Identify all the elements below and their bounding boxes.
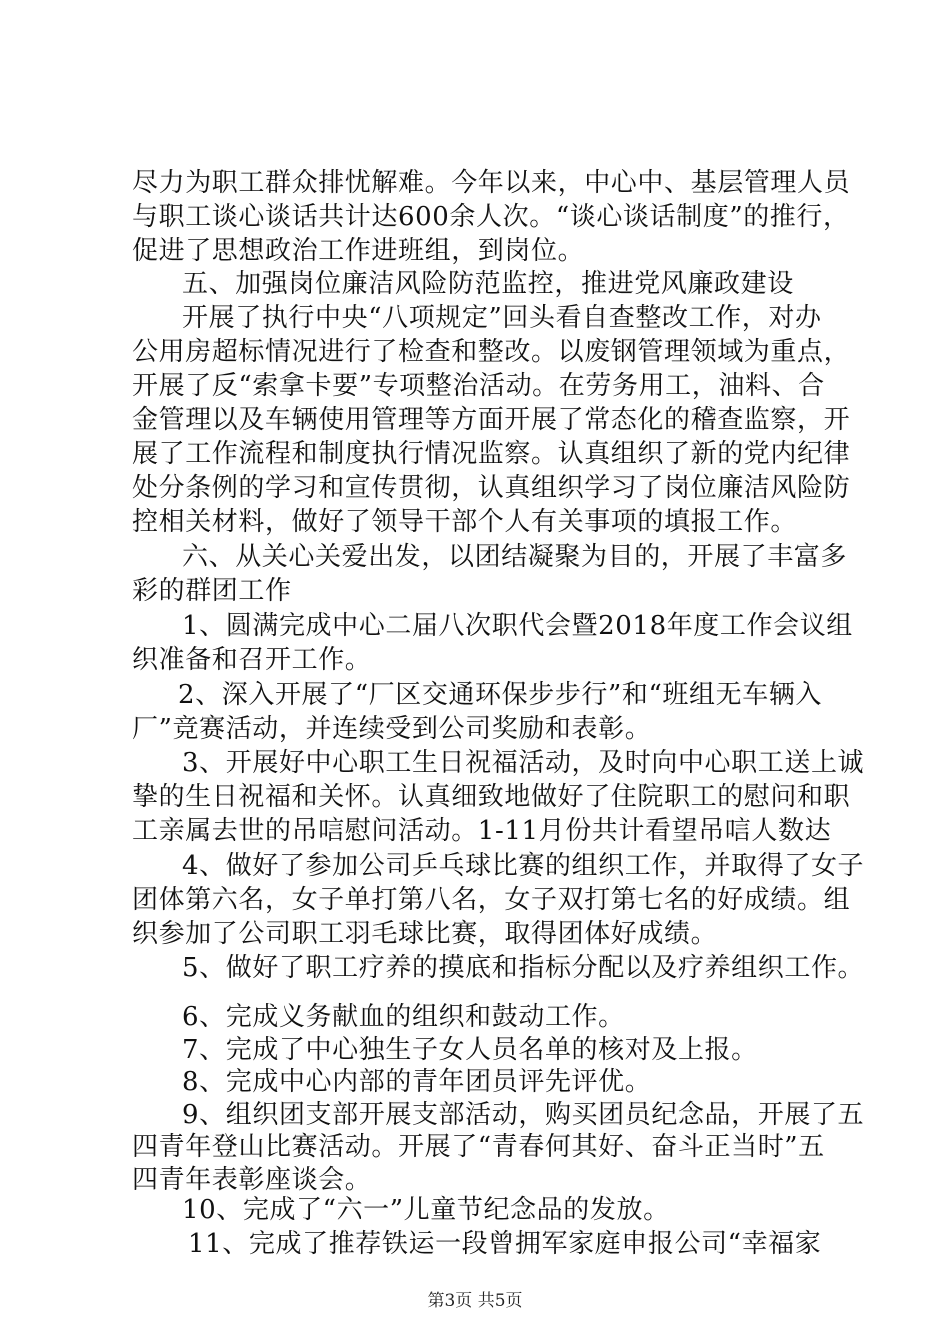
text-line: 处分条例的学习和宣传贯彻，认真组织学习了岗位廉洁风险防 bbox=[132, 473, 851, 503]
text-line: 公用房超标情况进行了检查和整改。以废钢管理领域为重点， bbox=[132, 337, 851, 367]
text-line: 开展了执行中央“八项规定”回头看自查整改工作，对办 bbox=[182, 303, 822, 333]
list-item: 10、完成了“六一”儿童节纪念品的发放。 bbox=[182, 1195, 670, 1225]
text-line: 展了工作流程和制度执行情况监察。认真组织了新的党内纪律 bbox=[132, 439, 851, 469]
list-item: 6、完成义务献血的组织和鼓动工作。 bbox=[182, 1002, 625, 1032]
text-line: 挚的生日祝福和关怀。认真细致地做好了住院职工的慰问和职 bbox=[132, 782, 851, 812]
page-footer: 第3页 共5页 bbox=[427, 1291, 523, 1311]
text-line: 四青年表彰座谈会。 bbox=[132, 1164, 372, 1195]
text-line: 织参加了公司职工羽毛球比赛，取得团体好成绩。 bbox=[132, 919, 718, 949]
text-line: 尽力为职工群众排忧解难。今年以来，中心中、基层管理人员 bbox=[132, 168, 851, 198]
text-line: 金管理以及车辆使用管理等方面开展了常态化的稽查监察，开 bbox=[132, 405, 851, 435]
list-item: 4、做好了参加公司乒乓球比赛的组织工作，并取得了女子 bbox=[182, 851, 865, 881]
list-item: 5、做好了职工疗养的摸底和指标分配以及疗养组织工作。 bbox=[182, 953, 865, 983]
text-line: 织准备和召开工作。 bbox=[132, 645, 372, 675]
section-heading: 五、加强岗位廉洁风险防范监控，推进党风廉政建设 bbox=[182, 269, 794, 299]
text-line: 与职工谈心谈话共计达600余人次。“谈心谈话制度”的推行， bbox=[132, 202, 850, 232]
list-item: 2、深入开展了“厂区交通环保步步行”和“班组无车辆入 bbox=[178, 680, 823, 710]
text-line: 厂”竞赛活动，并连续受到公司奖励和表彰。 bbox=[132, 714, 652, 744]
section-heading: 彩的群团工作 bbox=[132, 576, 292, 606]
text-line: 工亲属去世的吊唁慰问活动。1-11月份共计看望吊唁人数达 bbox=[132, 816, 832, 846]
list-item: 7、完成了中心独生子女人员名单的核对及上报。 bbox=[182, 1034, 758, 1065]
text-line: 四青年登山比赛活动。开展了“青春何其好、奋斗正当时”五 bbox=[132, 1132, 825, 1162]
text-line: 促进了思想政治工作进班组，到岗位。 bbox=[132, 236, 585, 266]
list-item: 8、完成中心内部的青年团员评先评优。 bbox=[182, 1067, 652, 1097]
list-item: 3、开展好中心职工生日祝福活动，及时向中心职工送上诚 bbox=[182, 748, 865, 778]
list-item: 11、完成了推荐铁运一段曾拥军家庭申报公司“幸福家 bbox=[188, 1229, 822, 1259]
text-line: 控相关材料，做好了领导干部个人有关事项的填报工作。 bbox=[132, 507, 798, 537]
text-line: 团体第六名，女子单打第八名，女子双打第七名的好成绩。组 bbox=[132, 885, 851, 915]
list-item: 1、圆满完成中心二届八次职代会暨2018年度工作会议组 bbox=[182, 611, 853, 641]
list-item: 9、组织团支部开展支部活动，购买团员纪念品，开展了五 bbox=[182, 1099, 865, 1130]
text-line: 开展了反“索拿卡要”专项整治活动。在劳务用工，油料、合 bbox=[132, 371, 825, 401]
section-heading: 六、从关心关爱出发，以团结凝聚为目的，开展了丰富多 bbox=[182, 542, 848, 572]
